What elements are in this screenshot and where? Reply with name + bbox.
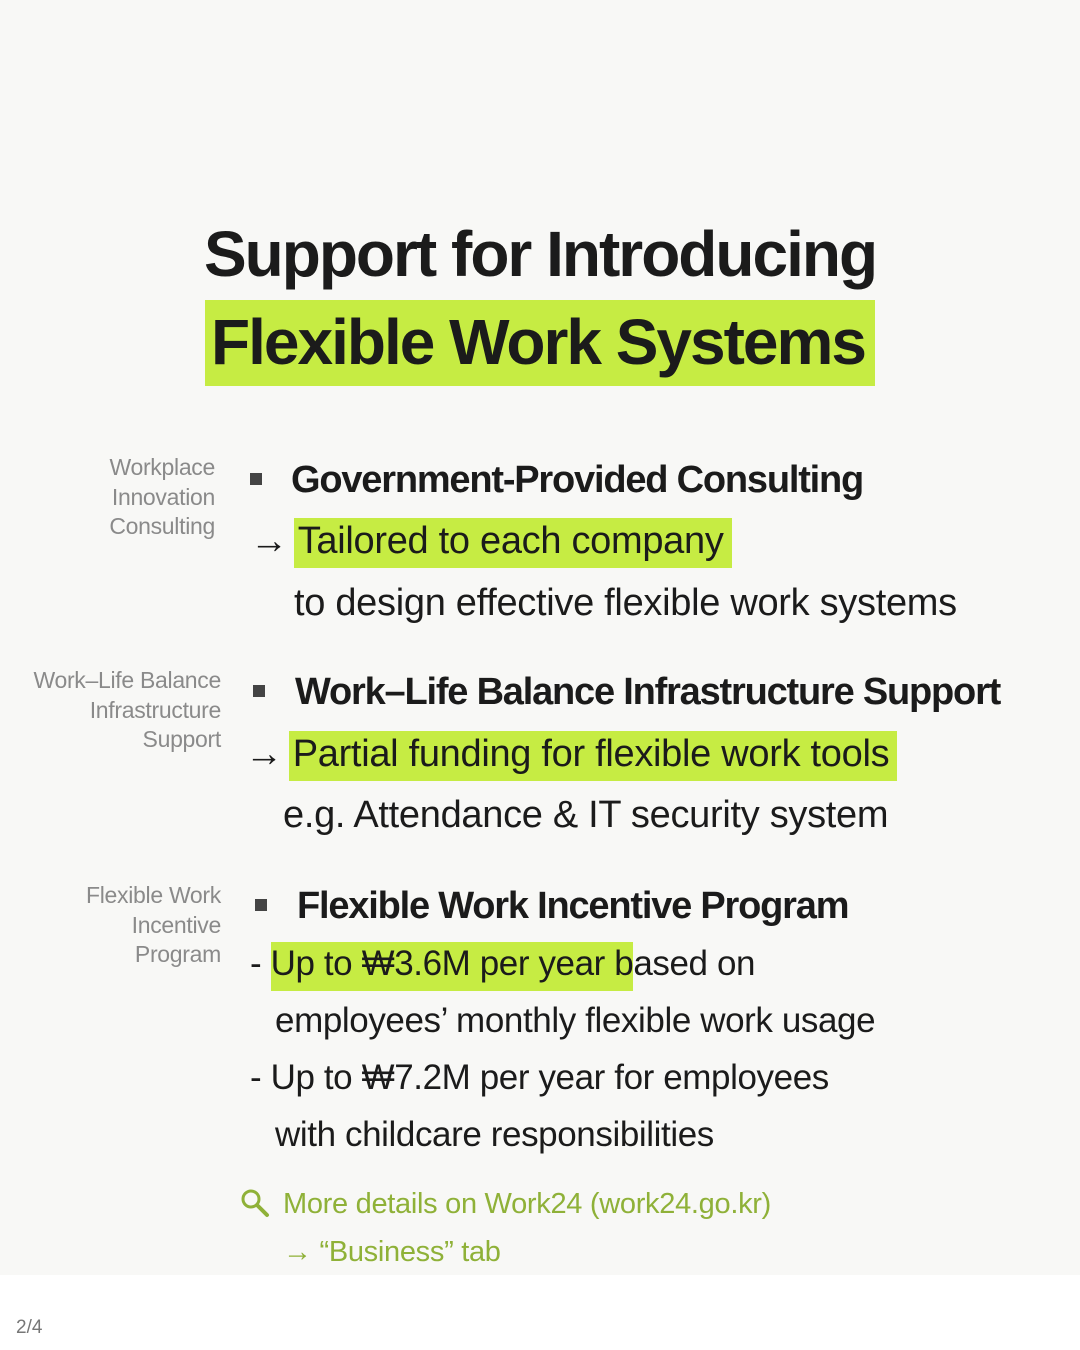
section-highlight-line <box>245 735 897 773</box>
search-icon <box>240 1188 270 1218</box>
dash-marker: - <box>250 1058 271 1097</box>
footer-details-link[interactable]: More details on Work24 (work24.go.kr) <box>283 1188 772 1220</box>
page-title-highlight: Flexible Work Systems <box>205 300 875 386</box>
side-label-consulting <box>40 453 215 542</box>
page-title-line-1: Support for Introducing <box>203 218 877 290</box>
item-text: ased on <box>633 944 756 983</box>
highlight-text: Partial funding for flexible work tools <box>289 731 898 781</box>
side-label-infrastructure <box>20 666 221 755</box>
footer-business-tab: → “Business” tab <box>283 1236 501 1268</box>
arrow-right-icon: → <box>250 520 288 562</box>
side-label-line: Flexible Work <box>86 882 221 908</box>
side-label-incentive <box>20 881 221 970</box>
bullet-square-icon <box>250 473 262 485</box>
side-label-line: Consulting <box>109 513 215 539</box>
section-highlight-line <box>250 522 732 560</box>
incentive-item-1-cont: employees’ monthly flexible work usage <box>275 1001 876 1040</box>
page-indicator: 2/4 <box>16 1317 43 1338</box>
bullet-square-icon <box>253 685 265 697</box>
page-title-line-2 <box>0 306 1080 378</box>
section-heading-infrastructure: Work–Life Balance Infrastructure Support <box>295 671 1001 713</box>
side-label-line: Workplace <box>109 454 215 480</box>
side-label-line: Program <box>134 941 221 967</box>
highlight-text: Up to ₩3.6M per year b <box>271 942 634 991</box>
incentive-item-1 <box>250 946 755 981</box>
section-detail-line: to design effective flexible work systems <box>294 582 957 624</box>
item-text: Up to ₩7.2M per year for employees <box>270 1058 829 1097</box>
side-label-line: Work–Life Balance <box>33 667 221 693</box>
side-label-line: Incentive <box>131 911 221 938</box>
incentive-item-2-cont: with childcare responsibilities <box>275 1115 714 1154</box>
dash-marker: - <box>250 944 271 983</box>
section-detail-line: e.g. Attendance & IT security system <box>283 794 889 836</box>
side-label-line: Infrastructure <box>89 696 221 723</box>
incentive-item-2 <box>250 1060 829 1095</box>
highlight-text: Tailored to each company <box>294 518 732 568</box>
side-label-line: Support <box>142 726 221 752</box>
section-heading-incentive: Flexible Work Incentive Program <box>297 885 849 927</box>
arrow-right-icon: → <box>245 733 283 775</box>
section-heading-consulting: Government-Provided Consulting <box>291 459 864 501</box>
side-label-line: Innovation <box>111 483 215 510</box>
bullet-square-icon <box>255 899 267 911</box>
